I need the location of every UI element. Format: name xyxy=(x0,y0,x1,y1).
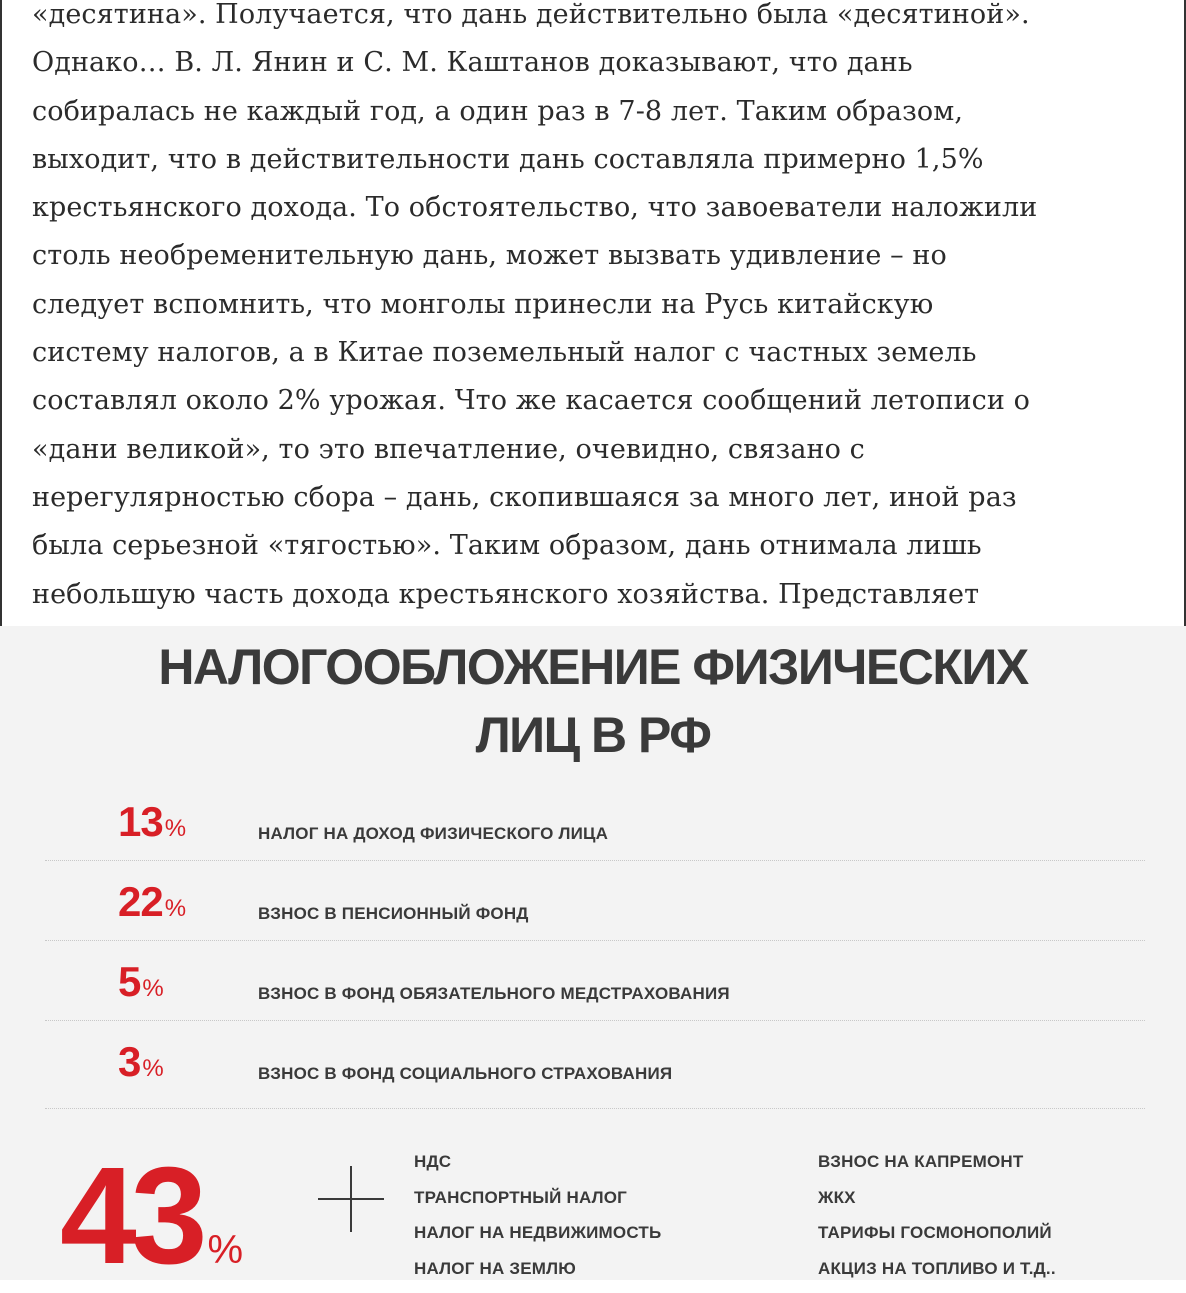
tax-infographic xyxy=(0,626,1186,1293)
book-line: систему налогов, а в Китае поземельный налог с частных земель xyxy=(32,337,977,369)
rate-number: 22 xyxy=(118,878,163,925)
percent-sign: % xyxy=(164,815,187,842)
rate-row-pension-fund xyxy=(118,876,1148,936)
extra-taxes-list-1 xyxy=(414,1144,661,1286)
rate-row-income-tax xyxy=(118,796,1148,856)
book-line: небольшую часть дохода крестьянского хозяйства. Представляет xyxy=(32,578,980,610)
row-divider xyxy=(45,1020,1145,1021)
book-line: выходит, что в действительности дань составляла примерно 1,5% xyxy=(32,143,984,175)
extra-tax-item: НДС xyxy=(414,1152,452,1171)
rate-value xyxy=(118,878,187,930)
rate-row-medical-insurance xyxy=(118,956,1148,1016)
book-line: столь необременительную дань, может вызвать удивление – но xyxy=(32,240,947,272)
rate-number: 5 xyxy=(118,958,141,1005)
extra-tax-item: НАЛОГ НА НЕДВИЖИМОСТЬ xyxy=(414,1223,662,1242)
total-rate xyxy=(60,1139,244,1293)
extra-tax-item: ЖКХ xyxy=(818,1187,856,1207)
rate-label: ВЗНОС В ФОНД СОЦИАЛЬНОГО СТРАХОВАНИЯ xyxy=(258,1064,673,1083)
percent-sign: % xyxy=(207,1228,244,1272)
book-line: следует вспомнить, что монголы принесли на Русь китайскую xyxy=(32,288,934,320)
extra-tax-item: ТАРИФЫ ГОСМОНОПОЛИЙ xyxy=(818,1223,1052,1242)
book-line: «десятина». Получается, что дань действительно была «десятиной». xyxy=(32,0,1030,30)
rate-row-social-insurance xyxy=(118,1036,1148,1096)
extra-tax-item: НАЛОГ НА ЗЕМЛЮ xyxy=(414,1258,576,1278)
book-line: была серьезной «тягостью». Таким образом, дань отнимала лишь xyxy=(32,530,982,562)
rate-label: ВЗНОС В ФОНД ОБЯЗАТЕЛЬНОГО МЕДСТРАХОВАНИЯ xyxy=(258,984,730,1003)
rate-label: ВЗНОС В ПЕНСИОННЫЙ ФОНД xyxy=(258,904,529,923)
rate-value xyxy=(118,958,164,1010)
extra-tax-item: АКЦИЗ НА ТОПЛИВО И Т.Д.. xyxy=(818,1258,1056,1278)
book-line: нерегулярностью сбора – дань, скопившаяся за много лет, иной раз xyxy=(32,481,1017,513)
extra-tax-item: ТРАНСПОРТНЫЙ НАЛОГ xyxy=(414,1187,628,1207)
row-divider xyxy=(45,940,1145,941)
book-line: составлял около 2% урожая. Что же касается сообщений летописи о xyxy=(32,385,1030,417)
percent-sign: % xyxy=(142,975,164,1002)
book-line: собиралась не каждый год, а один раз в 7-8 лет. Таким образом, xyxy=(32,95,964,127)
book-excerpt xyxy=(0,0,1186,626)
infographic-title-line2: ЛИЦ В РФ xyxy=(475,707,711,763)
rate-number: 3 xyxy=(118,1038,141,1085)
extra-tax-item: ВЗНОС НА КАПРЕМОНТ xyxy=(818,1152,1024,1171)
rate-number: 13 xyxy=(118,798,163,845)
row-divider xyxy=(45,860,1145,861)
rate-label: НАЛОГ НА ДОХОД ФИЗИЧЕСКОГО ЛИЦА xyxy=(258,824,609,843)
rate-value xyxy=(118,798,187,850)
infographic-title-line1: НАЛОГООБЛОЖЕНИЕ ФИЗИЧЕСКИХ xyxy=(158,639,1028,695)
plus-icon xyxy=(318,1166,384,1232)
percent-sign: % xyxy=(142,1055,164,1082)
total-number: 43 xyxy=(60,1139,202,1293)
extra-taxes-list-2 xyxy=(818,1144,1056,1286)
book-line: крестьянского дохода. То обстоятельство, что завоеватели наложили xyxy=(32,192,1038,224)
book-line: Однако… В. Л. Янин и С. М. Каштанов доказывают, что дань xyxy=(32,47,913,79)
rate-value xyxy=(118,1038,164,1090)
book-text xyxy=(32,0,1172,619)
percent-sign: % xyxy=(164,895,187,922)
book-line: «дани великой», то это впечатление, очевидно, связано с xyxy=(32,433,865,465)
row-divider xyxy=(45,1108,1145,1109)
